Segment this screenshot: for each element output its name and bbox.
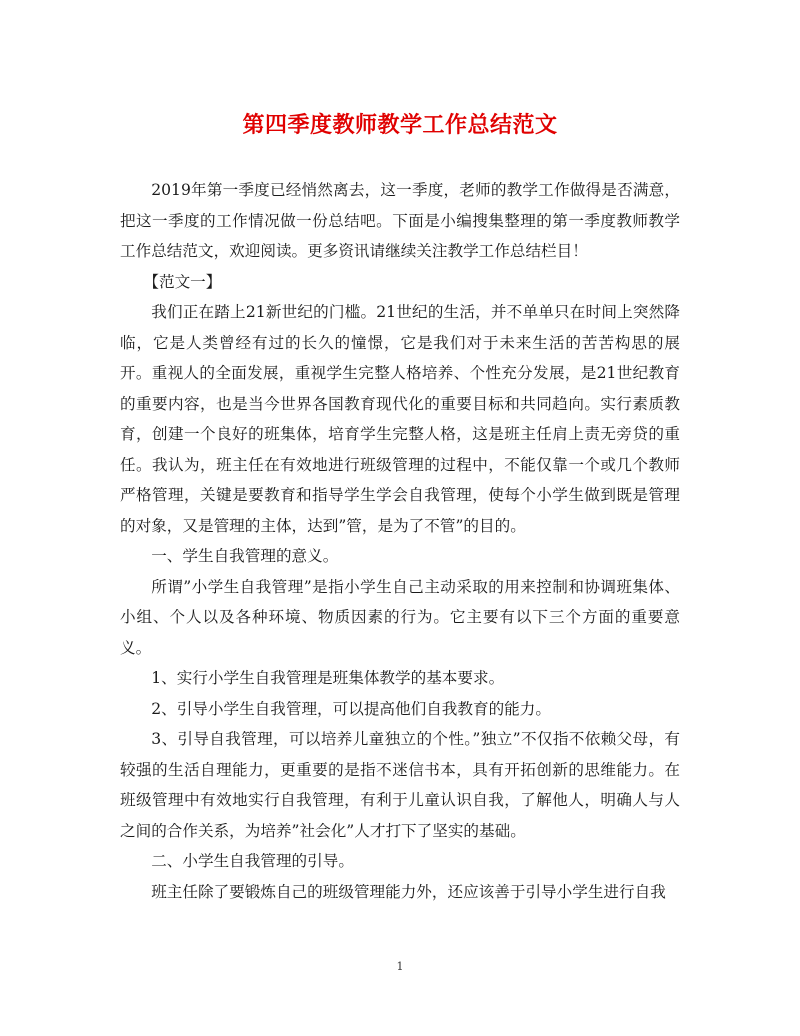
intro-paragraph: 2019年第一季度已经悄然离去，这一季度，老师的教学工作做得是否满意，把这一季度的工作情况做一份总结吧。下面是小编搜集整理的第一季度教师教学工作总结范文，欢迎阅读。更多资讯请继续关注教学工作总结栏目！ bbox=[120, 181, 680, 260]
document-body bbox=[120, 175, 680, 907]
document-title: 第四季度教师教学工作总结范文 bbox=[242, 113, 558, 138]
list-item-2: 2、引导小学生自我管理，可以提高他们自我教育的能力。 bbox=[151, 699, 551, 718]
list-item-3: 3、引导自我管理，可以培养儿童独立的个性。”独立”不仅指不依赖父母，有较强的生活自理能力，更重要的是指不迷信书本，具有开拓创新的思维能力。在班级管理中有效地实行自我管理，有利于儿童认识自我，了解他人，明确人与人之间的合作关系，为培养”社会化”人才打下了坚实的基础。 bbox=[120, 730, 680, 840]
body-paragraph: 所谓”小学生自我管理”是指小学生自己主动采取的用来控制和协调班集体、小组、个人以及各种环境、物质因素的行为。它主要有以下三个方面的重要意义。 bbox=[120, 577, 680, 657]
list-item-1: 1、实行小学生自我管理是班集体教学的基本要求。 bbox=[151, 669, 505, 687]
page-number: 1 bbox=[396, 960, 404, 973]
section-heading-2: 二、小学生自我管理的引导。 bbox=[151, 852, 354, 870]
section-heading-1: 一、学生自我管理的意义。 bbox=[151, 547, 339, 565]
body-paragraph: 班主任除了要锻炼自己的班级管理能力外，还应该善于引导小学生进行自我 bbox=[151, 882, 666, 901]
sample-label: 【范文一】 bbox=[143, 272, 222, 291]
body-paragraph: 我们正在踏上21新世纪的门槛。21世纪的生活，并不单单只在时间上突然降临，它是人类曾经有过的长久的憧憬，它是我们对于未来生活的苦苦构思的展开。重视人的全面发展，重视学生完整人格培养、个性充分发展，是21世纪教育的重要内容，也是当今世界各国教育现代化的重要目标和共同趋向。实行素质教育，创建一个良好的班集体，培育学生完整人格，这是班主任肩上责无旁贷的重任。我认为，班主任在有效地进行班级管理的过程中，不能仅靠一个或几个教师严格管理，关键是要教育和指导学生学会自我管理，使每个小学生做到既是管理的对象，又是管理的主体，达到”管，是为了不管”的目的。 bbox=[120, 303, 680, 535]
